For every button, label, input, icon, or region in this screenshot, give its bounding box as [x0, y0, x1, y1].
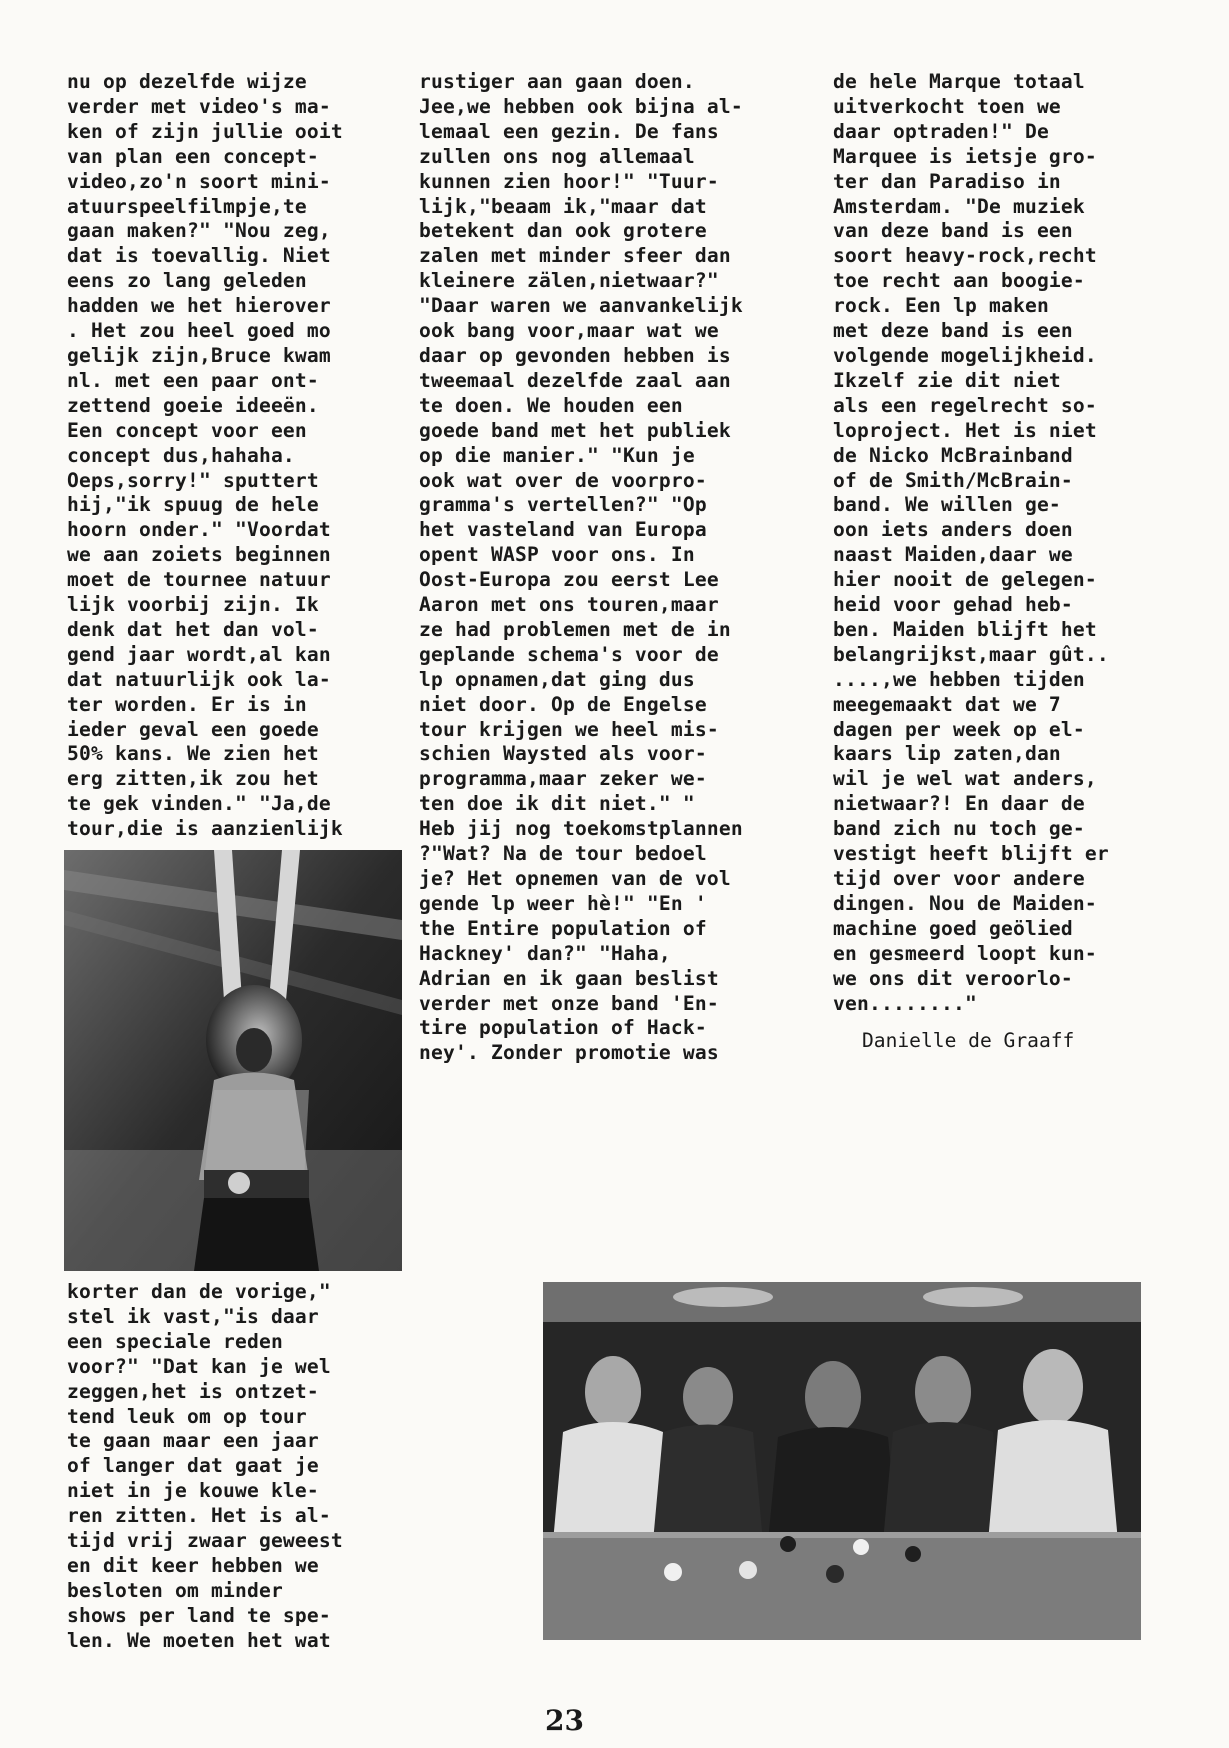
text-line: toe recht aan boogie-	[833, 269, 1085, 293]
text-line: nl. met een paar ont-	[67, 368, 319, 392]
article-column-3	[833, 70, 1109, 1016]
text-line: niet in je kouwe kle-	[67, 1479, 319, 1503]
singer-photo	[64, 850, 402, 1271]
text-line: hier nooit de gelegen-	[833, 568, 1097, 592]
author-signature: Danielle de Graaff	[862, 1029, 1075, 1052]
text-line: dagen per week op el-	[833, 717, 1085, 741]
text-line: als een regelrecht so-	[833, 393, 1097, 417]
text-line: wil je wel wat anders,	[833, 767, 1097, 791]
text-line: geplande schema's voor de	[419, 642, 719, 666]
text-line: uitverkocht toen we	[833, 94, 1061, 118]
text-line: concept dus,hahaha.	[67, 443, 295, 467]
text-line: kunnen zien hoor!" "Tuur-	[419, 169, 719, 193]
text-line: met deze band is een	[833, 319, 1073, 343]
text-line: en gesmeerd loopt kun-	[833, 941, 1097, 965]
text-line: Ikzelf zie dit niet	[833, 368, 1061, 392]
text-line: zalen met minder sfeer dan	[419, 244, 731, 268]
text-line: een speciale reden	[67, 1329, 283, 1353]
text-line: video,zo'n soort mini-	[67, 169, 331, 193]
text-line: ten doe ik dit niet." "	[419, 792, 695, 816]
text-line: machine goed geölied	[833, 916, 1073, 940]
text-line: ken of zijn jullie ooit	[67, 119, 343, 143]
text-line: ....,we hebben tijden	[833, 667, 1085, 691]
text-line: the Entire population of	[419, 916, 707, 940]
text-line: tour,die is aanzienlijk	[67, 817, 343, 841]
text-line: of langer dat gaat je	[67, 1454, 319, 1478]
text-line: Heb jij nog toekomstplannen	[419, 817, 743, 841]
text-line: ter worden. Er is in	[67, 692, 307, 716]
text-line: opent WASP voor ons. In	[419, 543, 695, 567]
text-line: de Nicko McBrainband	[833, 443, 1073, 467]
text-line: dat is toevallig. Niet	[67, 244, 331, 268]
article-column-1-continued	[67, 1280, 343, 1654]
text-line: rock. Een lp maken	[833, 294, 1049, 318]
text-line: tend leuk om op tour	[67, 1404, 307, 1428]
text-line: schien Waysted als voor-	[419, 742, 707, 766]
text-line: hadden we het hierover	[67, 294, 331, 318]
text-line: naast Maiden,daar we	[833, 543, 1073, 567]
text-line: denk dat het dan vol-	[67, 617, 319, 641]
text-line: op die manier." "Kun je	[419, 443, 695, 467]
text-line: band zich nu toch ge-	[833, 817, 1085, 841]
text-line: niet door. Op de Engelse	[419, 692, 707, 716]
text-line: soort heavy-rock,recht	[833, 244, 1097, 268]
text-line: Oeps,sorry!" sputtert	[67, 468, 319, 492]
text-line: ?"Wat? Na de tour bedoel	[419, 842, 707, 866]
text-line: ven........"	[833, 991, 977, 1015]
text-line: de hele Marque totaal	[833, 70, 1085, 93]
text-line: tweemaal dezelfde zaal aan	[419, 368, 731, 392]
text-line: van plan een concept-	[67, 144, 319, 168]
text-line: betekent dan ook grotere	[419, 219, 707, 243]
text-line: rustiger aan gaan doen.	[419, 70, 695, 93]
text-line: zeggen,het is ontzet-	[67, 1379, 319, 1403]
text-line: te gaan maar een jaar	[67, 1429, 319, 1453]
text-line: Adrian en ik gaan beslist	[419, 966, 719, 990]
text-line: hoorn onder." "Voordat	[67, 518, 331, 542]
text-line: Aaron met ons touren,maar	[419, 593, 719, 617]
text-line: volgende mogelijkheid.	[833, 343, 1097, 367]
text-line: hij,"ik spuug de hele	[67, 493, 319, 517]
text-line: kleinere zälen,nietwaar?"	[419, 269, 719, 293]
text-line: band. We willen ge-	[833, 493, 1061, 517]
text-line: gend jaar wordt,al kan	[67, 642, 331, 666]
text-line: erg zitten,ik zou het	[67, 767, 319, 791]
text-line: we ons dit veroorlo-	[833, 966, 1073, 990]
text-line: . Het zou heel goed mo	[67, 319, 331, 343]
text-line: lijk,"beaam ik,"maar dat	[419, 194, 707, 218]
text-line: goede band met het publiek	[419, 418, 731, 442]
text-line: Jee,we hebben ook bijna al-	[419, 94, 743, 118]
text-line: dat natuurlijk ook la-	[67, 667, 331, 691]
text-line: belangrijkst,maar gût..	[833, 642, 1109, 666]
text-line: korter dan de vorige,"	[67, 1280, 331, 1303]
text-line: van deze band is een	[833, 219, 1073, 243]
text-line: zettend goeie ideeën.	[67, 393, 319, 417]
text-line: vestigt heeft blijft er	[833, 842, 1109, 866]
text-line: oon iets anders doen	[833, 518, 1073, 542]
page-number: 23	[545, 1704, 584, 1737]
text-line: tijd vrij zwaar geweest	[67, 1529, 343, 1553]
text-line: atuurspeelfilmpje,te	[67, 194, 307, 218]
text-line: 50% kans. We zien het	[67, 742, 319, 766]
singer-photo-graphic	[64, 850, 402, 1271]
text-line: we aan zoiets beginnen	[67, 543, 331, 567]
text-line: het vasteland van Europa	[419, 518, 707, 542]
text-line: ben. Maiden blijft het	[833, 617, 1097, 641]
text-line: heid voor gehad heb-	[833, 593, 1073, 617]
text-line: nietwaar?! En daar de	[833, 792, 1085, 816]
text-line: lijk voorbij zijn. Ik	[67, 593, 319, 617]
text-line: ter dan Paradiso in	[833, 169, 1061, 193]
text-line: voor?" "Dat kan je wel	[67, 1354, 331, 1378]
text-line: of de Smith/McBrain-	[833, 468, 1073, 492]
text-line: ook wat over de voorpro-	[419, 468, 707, 492]
text-line: eens zo lang geleden	[67, 269, 307, 293]
text-line: besloten om minder	[67, 1578, 283, 1602]
text-line: Marquee is ietsje gro-	[833, 144, 1097, 168]
text-line: nu op dezelfde wijze	[67, 70, 307, 93]
text-line: programma,maar zeker we-	[419, 767, 707, 791]
text-line: tour krijgen we heel mis-	[419, 717, 719, 741]
text-line: "Daar waren we aanvankelijk	[419, 294, 743, 318]
band-photo	[543, 1282, 1141, 1640]
text-line: gramma's vertellen?" "Op	[419, 493, 707, 517]
text-line: gende lp weer hè!" "En '	[419, 891, 707, 915]
text-line: te gek vinden." "Ja,de	[67, 792, 331, 816]
text-line: meegemaakt dat we 7	[833, 692, 1061, 716]
text-line: tijd over voor andere	[833, 867, 1085, 890]
text-line: Hackney' dan?" "Haha,	[419, 941, 671, 965]
text-line: ieder geval een goede	[67, 717, 319, 741]
text-line: en dit keer hebben we	[67, 1553, 319, 1577]
text-line: te doen. We houden een	[419, 393, 683, 417]
text-line: stel ik vast,"is daar	[67, 1304, 319, 1328]
text-line: gaan maken?" "Nou zeg,	[67, 219, 331, 243]
text-line: lp opnamen,dat ging dus	[419, 667, 695, 691]
text-line: len. We moeten het wat	[67, 1628, 331, 1652]
text-line: verder met onze band 'En-	[419, 991, 719, 1015]
text-line: je? Het opnemen van de vol	[419, 867, 731, 890]
text-line: tire population of Hack-	[419, 1016, 707, 1040]
text-line: Amsterdam. "De muziek	[833, 194, 1085, 218]
band-photo-graphic	[543, 1282, 1141, 1640]
text-line: dingen. Nou de Maiden-	[833, 891, 1097, 915]
text-line: Een concept voor een	[67, 418, 307, 442]
text-line: gelijk zijn,Bruce kwam	[67, 343, 331, 367]
text-line: lemaal een gezin. De fans	[419, 119, 719, 143]
article-column-1	[67, 70, 343, 842]
text-line: verder met video's ma-	[67, 94, 331, 118]
text-line: daar optraden!" De	[833, 119, 1049, 143]
text-line: shows per land te spe-	[67, 1603, 331, 1627]
article-column-2	[419, 70, 743, 1066]
text-line: kaars lip zaten,dan	[833, 742, 1061, 766]
text-line: daar op gevonden hebben is	[419, 343, 731, 367]
text-line: Oost-Europa zou eerst Lee	[419, 568, 719, 592]
text-line: ze had problemen met de in	[419, 617, 731, 641]
text-line: ney'. Zonder promotie was	[419, 1041, 719, 1065]
text-line: loproject. Het is niet	[833, 418, 1097, 442]
text-line: zullen ons nog allemaal	[419, 144, 695, 168]
text-line: ook bang voor,maar wat we	[419, 319, 719, 343]
text-line: moet de tournee natuur	[67, 568, 331, 592]
text-line: ren zitten. Het is al-	[67, 1504, 331, 1528]
